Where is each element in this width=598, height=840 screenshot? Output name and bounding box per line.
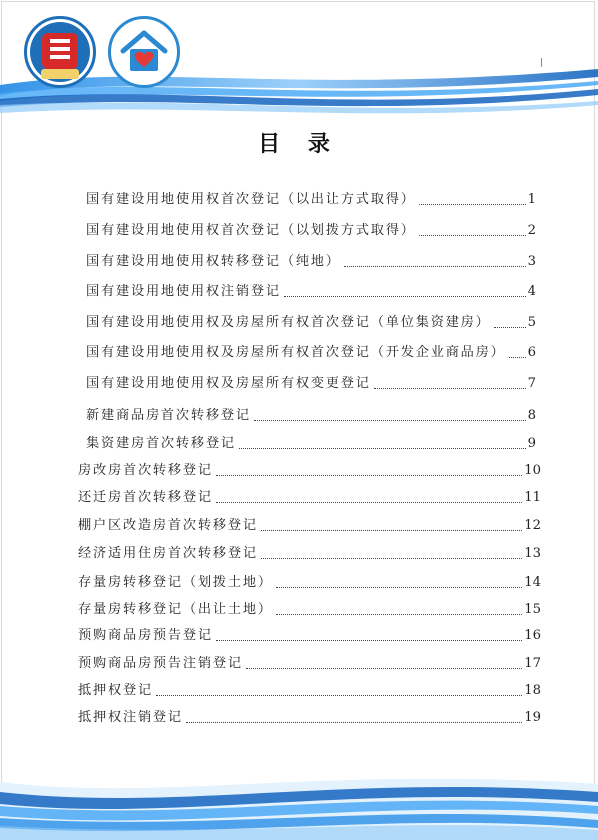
toc-entry-label: 国有建设用地使用权首次登记（以出让方式取得）	[86, 192, 416, 207]
toc-entry-label: 国有建设用地使用权及房屋所有权变更登记	[86, 376, 371, 391]
toc-entry-page-number: 16	[524, 628, 541, 643]
jinxinan-logo-icon	[24, 16, 96, 88]
toc-entry-label: 抵押权登记	[78, 683, 153, 698]
toc-entry-label: 国有建设用地使用权注销登记	[86, 284, 281, 299]
toc-entry-page-number: 14	[524, 575, 541, 590]
toc-dot-leader	[261, 558, 522, 559]
toc-dot-leader	[156, 695, 522, 696]
toc-entry-page-number: 19	[524, 710, 541, 725]
toc-entry-label: 存量房转移登记（出让土地）	[78, 602, 273, 617]
toc-entry-page-number: 17	[524, 656, 541, 671]
toc-dot-leader	[246, 668, 522, 669]
toc-entry-label: 抵押权注销登记	[78, 710, 183, 725]
toc-entry[interactable]	[78, 542, 541, 564]
toc-dot-leader	[216, 502, 522, 503]
toc-dot-leader	[261, 530, 522, 531]
toc-entry[interactable]	[78, 486, 541, 508]
toc-entry[interactable]	[78, 652, 541, 674]
toc-dot-leader	[276, 614, 522, 615]
toc-entry-page-number: 1	[527, 192, 536, 207]
bottom-wave-decoration	[0, 762, 598, 840]
toc-entry[interactable]	[86, 341, 536, 363]
toc-dot-leader	[284, 296, 526, 297]
toc-entry-label: 国有建设用地使用权转移登记（纯地）	[86, 254, 341, 269]
toc-entry-label: 国有建设用地使用权首次登记（以划拨方式取得）	[86, 223, 416, 238]
toc-entry[interactable]	[78, 571, 541, 593]
toc-dot-leader	[276, 587, 522, 588]
toc-entry-label: 存量房转移登记（划拨土地）	[78, 575, 273, 590]
toc-entry-page-number: 10	[524, 463, 541, 478]
toc-dot-leader	[494, 327, 526, 328]
toc-entry[interactable]	[86, 280, 536, 302]
toc-dot-leader	[374, 388, 526, 389]
toc-entry[interactable]	[78, 514, 541, 536]
toc-entry-page-number: 2	[527, 223, 536, 238]
toc-entry[interactable]	[86, 404, 536, 426]
toc-entry-label: 还迁房首次转移登记	[78, 490, 213, 505]
toc-dot-leader	[419, 235, 526, 236]
toc-entry-page-number: 5	[527, 315, 536, 330]
toc-dot-leader	[239, 448, 526, 449]
toc-entry-page-number: 4	[527, 284, 536, 299]
toc-entry[interactable]	[86, 372, 536, 394]
toc-entry[interactable]	[78, 679, 541, 701]
toc-entry-label: 经济适用住房首次转移登记	[78, 546, 258, 561]
toc-entry[interactable]	[78, 459, 541, 481]
toc-entry[interactable]	[78, 598, 541, 620]
toc-entry[interactable]	[86, 250, 536, 272]
header-tick-mark	[541, 58, 542, 67]
toc-entry[interactable]	[86, 188, 536, 210]
toc-entry-label: 房改房首次转移登记	[78, 463, 213, 478]
toc-dot-leader	[419, 204, 526, 205]
toc-dot-leader	[344, 266, 526, 267]
toc-entry[interactable]	[86, 219, 536, 241]
heart-house-logo-icon	[108, 16, 180, 88]
toc-entry-label: 国有建设用地使用权及房屋所有权首次登记（单位集资建房）	[86, 315, 491, 330]
page-title: 目 录	[258, 132, 340, 157]
toc-entry-page-number: 15	[524, 602, 541, 617]
toc-entry[interactable]	[78, 706, 541, 728]
toc-entry[interactable]	[86, 311, 536, 333]
toc-entry-page-number: 6	[527, 345, 536, 360]
toc-entry-page-number: 13	[524, 546, 541, 561]
toc-entry-label: 国有建设用地使用权及房屋所有权首次登记（开发企业商品房）	[86, 345, 506, 360]
toc-entry-page-number: 8	[527, 408, 536, 423]
toc-entry-label: 集资建房首次转移登记	[86, 436, 236, 451]
toc-dot-leader	[216, 640, 522, 641]
toc-dot-leader	[186, 722, 522, 723]
toc-entry[interactable]	[78, 624, 541, 646]
toc-entry-label: 棚户区改造房首次转移登记	[78, 518, 258, 533]
toc-entry-label: 新建商品房首次转移登记	[86, 408, 251, 423]
toc-entry-page-number: 7	[527, 376, 536, 391]
toc-dot-leader	[509, 357, 526, 358]
toc-entry-label: 预购商品房预告注销登记	[78, 656, 243, 671]
toc-entry-page-number: 11	[524, 490, 541, 505]
toc-entry-page-number: 18	[524, 683, 541, 698]
toc-dot-leader	[216, 475, 522, 476]
toc-entry-page-number: 9	[527, 436, 536, 451]
toc-entry-label: 预购商品房预告登记	[78, 628, 213, 643]
toc-entry[interactable]	[86, 432, 536, 454]
toc-entry-page-number: 3	[527, 254, 536, 269]
toc-entry-page-number: 12	[524, 518, 541, 533]
toc-dot-leader	[254, 420, 526, 421]
